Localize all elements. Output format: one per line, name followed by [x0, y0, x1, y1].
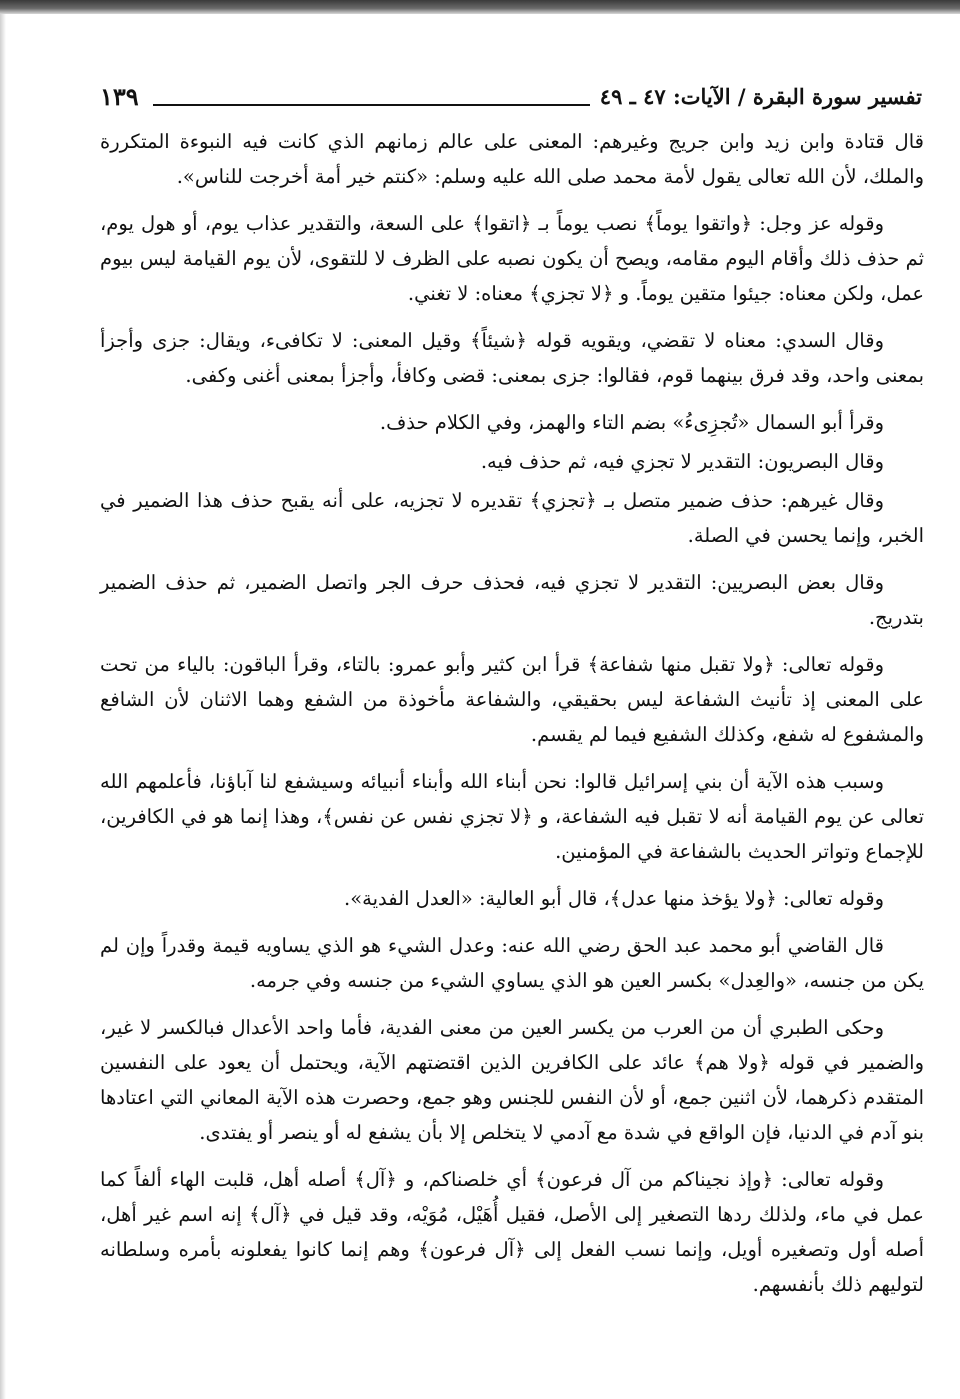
header-title: تفسير سورة البقرة / الآيات: ٤٧ ـ ٤٩	[599, 83, 922, 109]
scan-edge-left	[0, 14, 6, 1399]
paragraph: وقوله تعالى: ﴿ولا تقبل منها شفاعة﴾ قرأ ابن كثير وأبو عمرو: بالتاء، وقرأ الباقون: بالياء من تحت على المعنى إذ تأنيث الشفاعة ليس بحقيقي، والشفاعة مأخوذة من الشفع وهما الاثنان لأن الشافع والمشفوع له شفع، وكذلك الشفيع فيما لم يقسم.	[100, 653, 924, 746]
paragraph: وقرأ أبو السمال «تُجزِىءُ» بضم التاء والهمز، وفي الكلام حذف.	[379, 411, 884, 434]
page-header	[100, 76, 922, 116]
paragraph: وحكى الطبري أن من العرب من يكسر العين من معنى الفدية، فأما واحد الأعدال فبالكسر لا غير، والضمير في قوله ﴿ولا هم﴾ عائد على الكافرين الذين اقتضتهم الآية، ويحتمل أن يعود على النفسين المتقدم ذكرهما، لأن اثنين جمع، أو لأن النفس للجنس وهو جمع، وحصرت هذه الآية المعاني التي اعتادها بنو آدم في الدنيا، فإن الواقع في شدة مع آدمي لا يتخلص إلا بأن يشفع له أو ينصر أو يفتدى.	[100, 1016, 924, 1144]
header-rule	[153, 104, 590, 106]
paragraph: وقال البصريون: التقدير لا تجزي فيه، ثم حذف فيه.	[480, 450, 884, 473]
paragraph: وقوله عز وجل: ﴿واتقوا يوماً﴾ نصب يوماً بـ ﴿اتقوا﴾ على السعة، والتقدير عذاب يوم، أو هول يوم، ثم حذف ذلك وأقام اليوم مقامه، ويصح أن يكون نصبه على الظرف لا للتقوى، لأن يوم القيامة ليس بيوم عمل، ولكن معناه: جيئوا متقين يوماً. و ﴿لا تجزي﴾ معناه: لا تغني.	[100, 212, 924, 305]
paragraph: وقال غيرهم: حذف ضمير متصل بـ ﴿تجزي﴾ تقديره لا تجزيه، على أنه يقبح حذف هذا الضمير في الخبر، وإنما يحسن في الصلة.	[100, 489, 924, 547]
page-number: ١٣٩	[100, 81, 139, 111]
paragraph: قال القاضي أبو محمد عبد الحق رضي الله عنه: وعدل الشيء هو الذي يساويه قيمة وقدراً وإن لم يكن من جنسه، «والعِدل» بكسر العين هو الذي يساوي الشيء من جنسه وفي جرمه.	[100, 934, 924, 992]
page-body	[100, 124, 924, 1354]
paragraph: وقال بعض البصريين: التقدير لا تجزي فيه، فحذف حرف الجر واتصل الضمير، ثم حذف الضمير بتدريج.	[100, 571, 924, 629]
paragraph: وسبب هذه الآية أن بني إسرائيل قالوا: نحن أبناء الله وأبناء أنبيائه وسيشفع لنا آباؤنا، فأعلمهم الله تعالى عن يوم القيامة أنه لا تقبل فيه الشفاعة، و ﴿لا تجزي نفس عن نفس﴾، وهذا إنما هو في الكافرين، للإجماع وتواتر الحديث بالشفاعة في المؤمنين.	[100, 770, 924, 863]
paragraph: وقوله تعالى: ﴿وإذ نجيناكم من آل فرعون﴾ أي خلصناكم، و ﴿آل﴾ أصله أهل، قلبت الهاء ألفاً كما عمل في ماء، ولذلك ردها التصغير إلى الأصل، فقيل أُهَيْل، مُوَيْه، وقد قيل في ﴿آل﴾ إنه اسم غير أهل، أصله أول وتصغيره أويل، وإنما نسب الفعل إلى ﴿آل فرعون﴾ وهم إنما كانوا يفعلونه بأمره وسلطانه لتوليهم ذلك بأنفسهم.	[100, 1168, 924, 1296]
scan-edge-top	[0, 0, 960, 14]
paragraph: وقوله تعالى: ﴿ولا يؤخذ منها عدل﴾، قال أبو العالية: «العدل الفدية».	[344, 887, 884, 910]
paragraph: قال قتادة وابن زيد وابن جريج وغيرهم: المعنى على عالم زمانهم الذي كانت فيه النبوءة المتكررة والملك، لأن الله تعالى يقول لأمة محمد صلى الله عليه وسلم: «كنتم خير أمة أخرجت للناس».	[100, 130, 924, 188]
paragraph: وقال السدي: معناه لا تقضي، ويقويه قوله ﴿شيئاً﴾ وقيل المعنى: لا تكافىء، ويقال: جزى وأجزأ بمعنى واحد، وقد فرق بينهما قوم، فقالوا: جزى بمعنى: قضى وكافأ، وأجزأ بمعنى أغنى وكفى.	[100, 329, 924, 387]
